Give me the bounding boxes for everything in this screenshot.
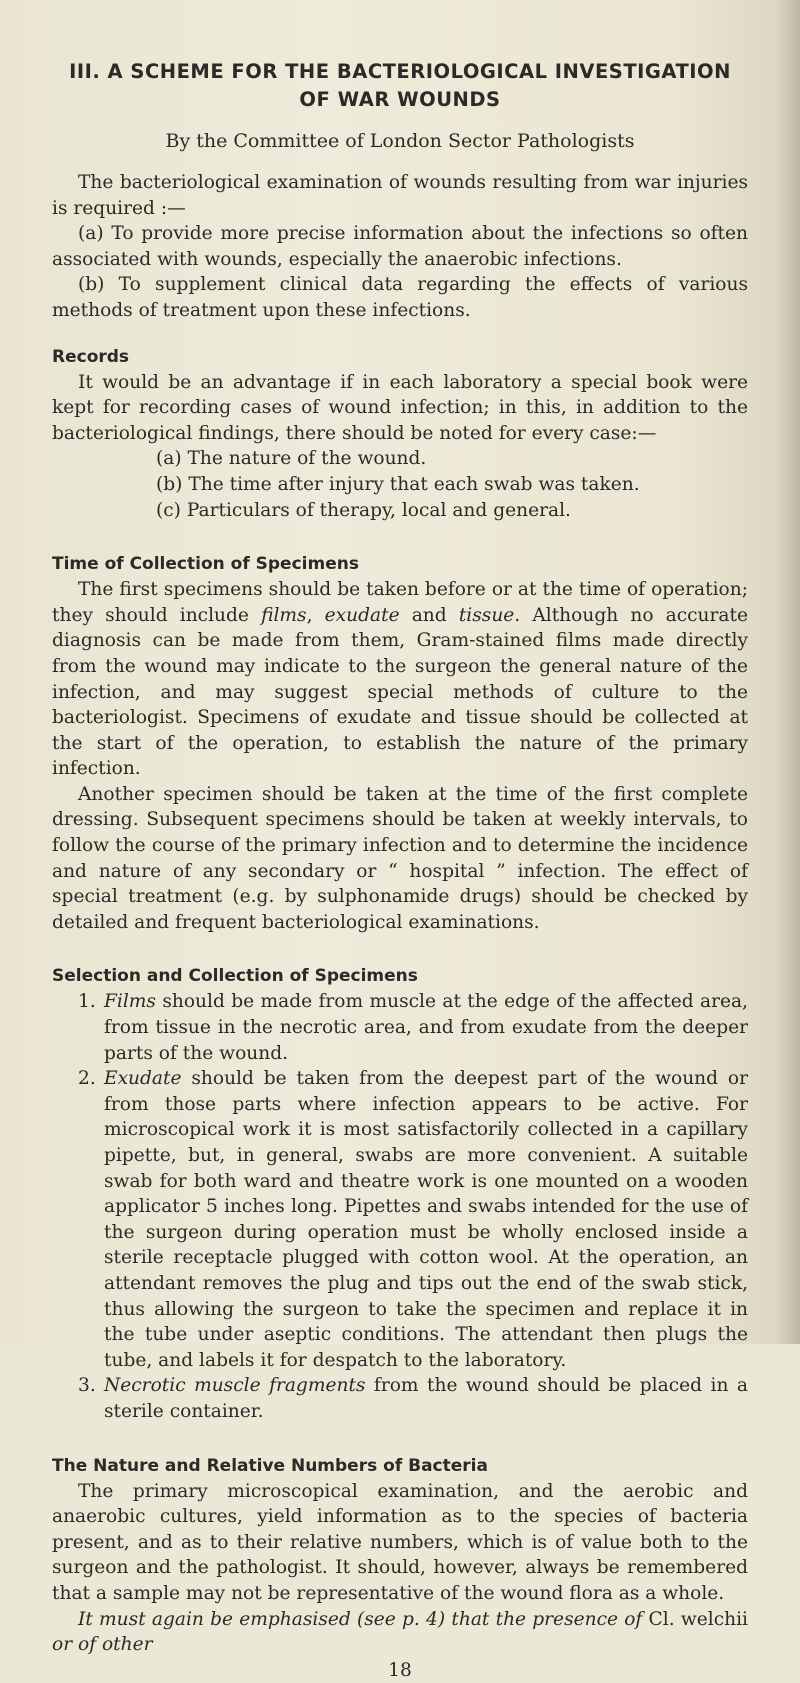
time-p1-part-d: . Although no accurate diagnosis can be made from them, Gram-stained films made directly from the wound may indicate to the surgeon the general nature of the infection, and may suggest special methods of culture to the bacteriologist. Specimens of exudate and tissue should be collected at the start of the operation, to establish the nature of the primary infection. xyxy=(52,604,748,780)
intro-item-b xyxy=(52,272,748,323)
selection-item-2 xyxy=(52,1066,748,1373)
time-p1-part-c: and xyxy=(399,604,459,626)
nature-heading: The Nature and Relative Numbers of Bacteria xyxy=(52,1455,488,1476)
time-p1-tissue: tissue xyxy=(458,604,515,626)
time-p1-exudate: exudate xyxy=(324,604,400,626)
selection-item-1-text: should be made from muscle at the edge of the affected area, from tissue in the necrotic area, and from exudate from the deeper parts of the wound. xyxy=(104,991,748,1064)
selection-item-2-number: 2. xyxy=(78,1068,96,1090)
selection-item-3-lead: Necrotic muscle fragments xyxy=(104,1375,366,1397)
records-item-b xyxy=(156,472,748,498)
nature-paragraph: The primary microscopical examination, and the aerobic and anaerobic cultures, yield information as to the species of bacteria present, and as to their relative numbers, which is of value both to the surgeon and the pathologist. It should, however, always be remembered that a sample may not be representative of the wound flora as a whole. xyxy=(52,1480,748,1604)
intro-item-b-text: To supplement clinical data regarding the effects of various methods of treatment upon these infections. xyxy=(52,274,748,321)
records-item-a-marker: (a) xyxy=(156,448,182,470)
title-line-2: OF WAR WOUNDS xyxy=(299,88,501,111)
time-paragraph-1 xyxy=(52,577,748,782)
nature-closing-a: It must again be emphasised (see p. 4) that the presence of xyxy=(78,1608,649,1630)
records-item-a-text: The nature of the wound. xyxy=(187,448,427,470)
selection-item-2-lead: Exudate xyxy=(104,1068,182,1090)
time-heading: Time of Collection of Specimens xyxy=(52,554,359,575)
records-list xyxy=(52,446,748,523)
time-p1-part-a: The first specimens should be taken before or at the time of operation; they should include xyxy=(52,579,748,626)
selection-item-1-number: 1. xyxy=(78,991,96,1013)
selection-item-1 xyxy=(52,989,748,1066)
title-line-1: III. A SCHEME FOR THE BACTERIOLOGICAL INVESTIGATION xyxy=(69,60,731,83)
records-item-a xyxy=(156,446,748,472)
records-item-c-marker: (c) xyxy=(156,499,181,521)
records-item-c-text: Particulars of therapy, local and general. xyxy=(186,499,571,521)
selection-item-3-text: from the wound should be placed in a sterile container. xyxy=(104,1375,748,1422)
selection-item-1-lead: Films xyxy=(104,991,156,1013)
records-item-b-text: The time after injury that each swab was taken. xyxy=(188,473,640,495)
time-p1-part-b: , xyxy=(306,604,325,626)
nature-closing-b: Cl. welchii xyxy=(648,1608,748,1630)
page-number: 18 xyxy=(388,1659,412,1681)
selection-item-3-number: 3. xyxy=(78,1375,96,1397)
byline: By the Committee of London Sector Pathologists xyxy=(165,130,635,152)
nature-closing-c: or of other xyxy=(52,1634,153,1656)
intro-item-a-marker: (a) xyxy=(78,223,104,245)
intro-item-b-marker: (b) xyxy=(78,274,105,296)
selection-item-2-text: should be taken from the deepest part of the wound or from those parts where infection appears to be active. For microscopical work it is most satisfactorily collected in a capillary pipette, but, in general, swabs are more convenient. A suitable swab for both ward and theatre work is one mounted on a wooden applicator 5 inches long. Pipettes and swabs intended for the use of the surgeon during operation must be wholly enclosed inside a sterile receptacle plugged with cotton wool. At the operation, an attendant removes the plug and tips out the end of the swab stick, thus allowing the surgeon to take the specimen and replace it in the tube under aseptic conditions. The attendant then plugs the tube, and labels it for despatch to the laboratory. xyxy=(104,1068,748,1371)
selection-list xyxy=(52,989,748,1424)
records-paragraph: It would be an advantage if in each laboratory a special book were kept for recording cases of wound infection; in this, in addition to the bacteriological findings, there should be noted for every case:— xyxy=(52,371,748,444)
selection-heading: Selection and Collection of Specimens xyxy=(52,966,418,987)
intro-lead: The bacteriological examination of wounds resulting from war injuries is required :— xyxy=(52,172,748,219)
time-p1-films: films xyxy=(261,604,307,626)
records-item-b-marker: (b) xyxy=(156,473,183,495)
intro-item-a-text: To provide more precise information about the infections so often associated with wounds, especially the anaerobic infections. xyxy=(52,223,748,270)
time-paragraph-2: Another specimen should be taken at the time of the first complete dressing. Subsequent specimens should be taken at weekly intervals, to follow the course of the primary infection and to determine the incidence and nature of any secondary or “ hospital ” infection. The effect of special treatment (e.g. by sulphonamide drugs) should be checked by detailed and frequent bacteriological examinations. xyxy=(52,783,748,933)
page-edge-shadow xyxy=(776,0,800,1344)
document-title xyxy=(52,58,748,114)
selection-item-3 xyxy=(52,1373,748,1424)
nature-closing xyxy=(52,1607,748,1658)
records-item-c xyxy=(156,498,748,524)
records-heading: Records xyxy=(52,346,130,367)
intro-item-a xyxy=(52,221,748,272)
